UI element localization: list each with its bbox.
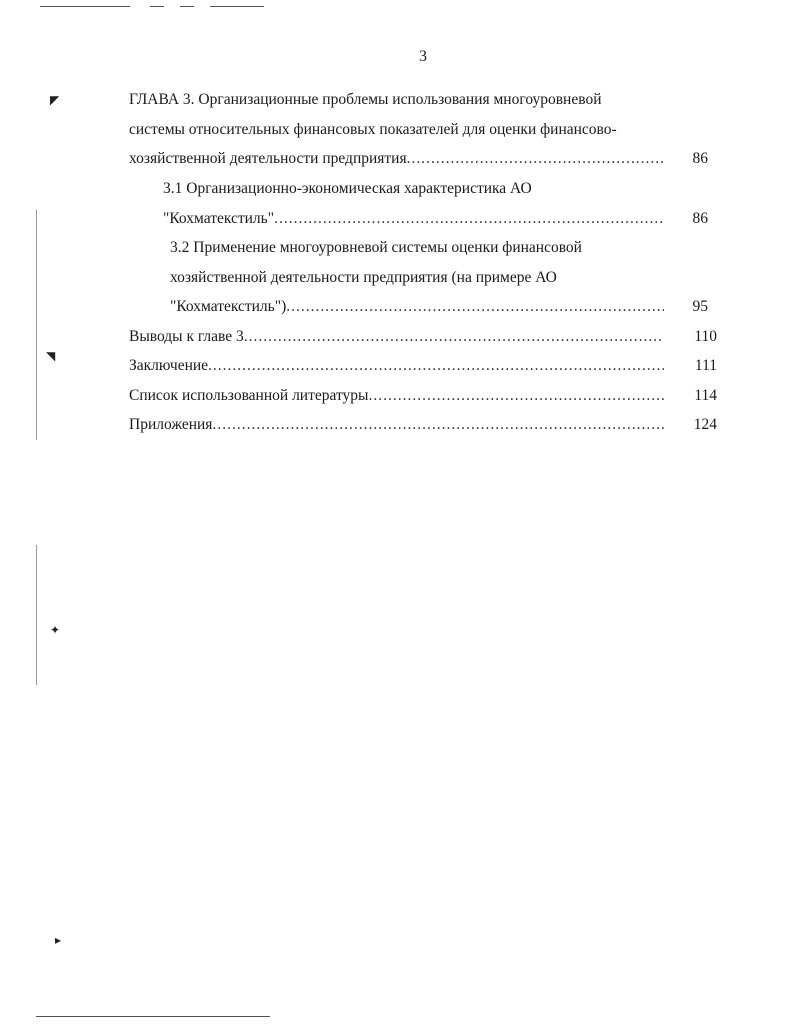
toc-chapter3-line2: системы относительных финансовых показателей для оценки финансово-	[129, 121, 617, 138]
toc-conclusion	[129, 356, 664, 376]
toc-appendices	[129, 415, 664, 435]
toc-chapter3-line3	[129, 149, 664, 169]
toc-section31-line1: 3.1 Организационно-экономическая характеристика АО	[163, 180, 532, 197]
toc-entry-text: Список использованной литературы	[129, 387, 369, 404]
toc-leader-dots	[407, 149, 664, 169]
toc-section32-line1: 3.2 Применение многоуровневой системы оценки финансовой	[170, 239, 582, 256]
toc-section32-line2: хозяйственной деятельности предприятия (на примере АО	[170, 269, 557, 286]
toc-leader-dots	[208, 356, 664, 376]
toc-chapter3-line1: ГЛАВА 3. Организационные проблемы использования многоуровневой	[129, 91, 602, 108]
toc-entry-text: Выводы к главе 3	[129, 328, 244, 345]
toc-leader-dots	[368, 386, 664, 406]
toc-page-number: 111	[694, 357, 717, 374]
toc-section32-line3	[170, 297, 664, 317]
toc-leader-dots	[286, 297, 664, 317]
toc-page-number: 114	[694, 387, 717, 404]
binding-mark-icon: ▸	[55, 933, 62, 947]
binding-mark-icon: ◤	[50, 93, 60, 107]
toc-entry-text: "Кохматекстиль"	[163, 210, 275, 227]
toc-leader-dots	[244, 327, 664, 347]
toc-leader-dots	[212, 415, 664, 435]
toc-conclusions-ch3	[129, 327, 664, 347]
toc-entry-text: Приложения	[129, 416, 213, 433]
toc-page-number: 86	[692, 150, 708, 167]
toc-page-number: 124	[693, 416, 717, 433]
toc-entry-text: хозяйственной деятельности предприятия	[129, 150, 407, 167]
binding-mark-icon: ✦	[50, 623, 61, 637]
toc-references	[129, 386, 664, 406]
toc-page-number: 86	[692, 210, 708, 227]
toc-page-number: 110	[694, 328, 717, 345]
toc-section31-line2	[163, 209, 664, 229]
toc-leader-dots	[274, 209, 664, 229]
toc-entry-text: "Кохматекстиль")	[170, 298, 287, 315]
toc-page-number: 95	[692, 298, 708, 315]
page-number: 3	[419, 48, 427, 65]
binding-mark-icon: ◥	[46, 349, 56, 363]
toc-entry-text: Заключение	[129, 357, 209, 374]
